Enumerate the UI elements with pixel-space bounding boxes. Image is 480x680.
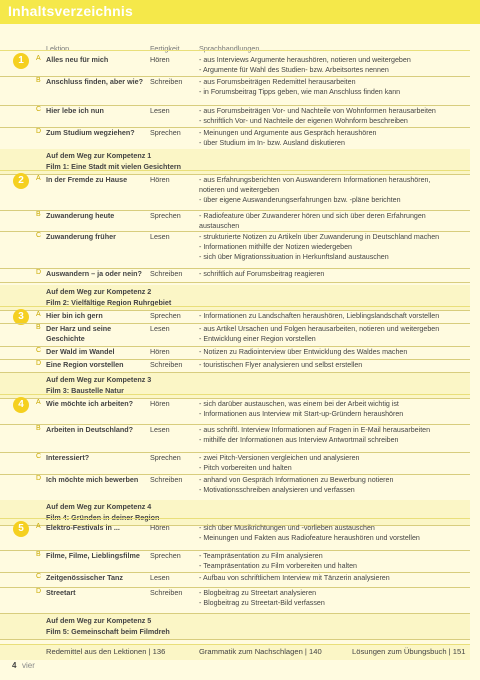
lesson-sprachhandlungen [199, 211, 469, 231]
lesson-title: Zuwanderung früher [46, 232, 116, 241]
sprachhandlung-line: - aus Forumsbeiträgen Vor- und Nachteile von Wohnformen herausarbeiten [199, 107, 436, 115]
lesson-row[interactable] [0, 231, 470, 269]
lesson-sprachhandlungen [199, 77, 469, 97]
sprachhandlung-line: - Informationen aus Interview mit Start-up-Gründern heraushören [199, 410, 404, 418]
lesson-skill: Hören [150, 55, 170, 64]
lesson-letter: A [36, 311, 41, 318]
lesson-row[interactable] [0, 550, 470, 573]
sprachhandlung-line: - Radiofeature über Zuwanderer hören und sich über deren Erfahrungen [199, 212, 426, 220]
sprachhandlung-line: - Teampräsentation zu Film analysieren [199, 552, 323, 560]
sprachhandlung-line: - mithilfe der Informationen aus Interview Antwortmail schreiben [199, 436, 399, 444]
lesson-row[interactable] [0, 424, 470, 453]
unit-number-badge: 2 [13, 173, 29, 189]
film-title: Film 5: Gemeinschaft beim Filmdreh [46, 627, 170, 636]
lesson-letter: C [36, 347, 42, 354]
sprachhandlung-line: - strukturierte Notizen zu Artikeln über Zuwanderung in Deutschland machen [199, 233, 440, 241]
lesson-sprachhandlungen [199, 573, 469, 583]
sprachhandlung-line: - aus Interviews Argumente heraushören, notieren und weitergeben [199, 56, 411, 64]
column-header-sprachhandlungen: Sprachhandlungen [199, 44, 260, 53]
lesson-row[interactable] [0, 359, 470, 373]
sprachhandlung-line: - anhand von Gespräch Informationen zu Bewerbung notieren [199, 476, 394, 484]
lesson-title: Eine Region vorstellen [46, 360, 124, 369]
lesson-sprachhandlungen [199, 232, 469, 262]
sprachhandlung-line: - Argumente für Wahl des Studien- bzw. Arbeitsortes nennen [199, 66, 389, 74]
sprachhandlung-line: - Teampräsentation zu Film vorbereiten und halten [199, 562, 357, 570]
lesson-skill: Sprechen [150, 211, 181, 220]
lesson-skill: Lesen [150, 106, 170, 115]
lesson-sprachhandlungen [199, 347, 469, 357]
lesson-skill: Hören [150, 175, 170, 184]
lesson-letter: D [36, 588, 42, 595]
lesson-row[interactable] [0, 76, 470, 106]
sprachhandlung-line: - Meinungen und Fakten aus Radiofeature heraushören und vorstellen [199, 534, 420, 542]
sprachhandlung-line: - aus Forumsbeiträgen Redemittel herausarbeiten [199, 78, 356, 86]
kompetenz-title: Auf dem Weg zur Kompetenz 1 [46, 151, 152, 160]
lesson-sprachhandlungen [199, 324, 469, 344]
lesson-letter: D [36, 128, 42, 135]
lesson-skill: Sprechen [150, 453, 181, 462]
film-title: Film 4: Gründen in deiner Region [46, 513, 160, 522]
sprachhandlung-line: - Entwicklung einer Region vorstellen [199, 335, 316, 343]
kompetenz-title: Auf dem Weg zur Kompetenz 4 [46, 502, 152, 511]
lesson-sprachhandlungen [199, 311, 469, 321]
lesson-title: Arbeiten in Deutschland? [46, 425, 134, 434]
lesson-row[interactable] [0, 587, 470, 614]
kompetenz-title: Auf dem Weg zur Kompetenz 3 [46, 375, 152, 384]
lesson-letter: B [36, 324, 41, 331]
lesson-title: Zuwanderung heute [46, 211, 115, 220]
appendix-grammatik[interactable]: Grammatik zum Nachschlagen | 140 [199, 647, 322, 656]
lesson-sprachhandlungen [199, 453, 469, 473]
lesson-sprachhandlungen [199, 269, 469, 279]
lesson-skill: Lesen [150, 573, 170, 582]
lesson-row[interactable] [0, 346, 470, 360]
sprachhandlung-line: - Informationen mithilfe der Notizen wiedergeben [199, 243, 352, 251]
sprachhandlung-line: notieren und weitergeben [199, 186, 280, 194]
appendix-redemittel[interactable]: Redemittel aus den Lektionen | 136 [46, 647, 166, 656]
lesson-sprachhandlungen [199, 425, 469, 445]
lesson-letter: B [36, 551, 41, 558]
sprachhandlung-line: - Blogbeitrag zu Streetart analysieren [199, 589, 317, 597]
kompetenz-block[interactable] [0, 614, 470, 640]
film-title: Film 2: Vielfältige Region Ruhrgebiet [46, 298, 172, 307]
lesson-row[interactable] [0, 398, 470, 425]
lesson-title: Zeitgenössischer Tanz [46, 573, 123, 582]
lesson-sprachhandlungen [199, 106, 469, 126]
kompetenz-title: Auf dem Weg zur Kompetenz 5 [46, 616, 152, 625]
sprachhandlung-line: - schriftlich auf Forumsbeitrag reagieren [199, 270, 325, 278]
appendix-loesungen[interactable]: Lösungen zum Übungsbuch | 151 [352, 647, 466, 656]
sprachhandlung-line: - sich über Musikrichtungen und -vorlieben austauschen [199, 524, 375, 532]
lesson-skill: Sprechen [150, 311, 181, 320]
sprachhandlung-line: - sich darüber austauschen, was einem bei der Arbeit wichtig ist [199, 400, 399, 408]
sprachhandlung-line: - Motivationsschreiben analysieren und verfassen [199, 486, 355, 494]
sprachhandlung-line: - aus schriftl. Interview Informationen auf Fragen in E-Mail herausarbeiten [199, 426, 431, 434]
lesson-letter: C [36, 573, 42, 580]
lesson-letter: B [36, 211, 41, 218]
lesson-skill: Hören [150, 399, 170, 408]
lesson-letter: A [36, 175, 41, 182]
lesson-row[interactable] [0, 572, 470, 588]
lesson-row[interactable] [0, 452, 470, 475]
unit-number-badge: 4 [13, 397, 29, 413]
page-number-word: vier [22, 661, 35, 670]
lesson-letter: D [36, 475, 42, 482]
lesson-title: Zum Studium wegziehen? [46, 128, 135, 137]
sprachhandlung-line: - sich über Migrationssituation in Herkunftsland austauschen [199, 253, 389, 261]
page-number: 4 [12, 661, 17, 670]
lesson-row[interactable] [0, 105, 470, 128]
lesson-title: In der Fremde zu Hause [46, 175, 128, 184]
lesson-row[interactable] [0, 323, 470, 347]
appendix-bar [0, 644, 470, 660]
sprachhandlung-line: - schriftlich Vor- und Nachteile der eigenen Wohnform beschreiben [199, 117, 408, 125]
lesson-letter: C [36, 453, 42, 460]
lesson-sprachhandlungen [199, 360, 469, 370]
lesson-title: Der Harz und seine Geschichte [46, 324, 112, 343]
lesson-title: Der Wald im Wandel [46, 347, 115, 356]
lesson-title: Elektro-Festivals in ... [46, 523, 120, 532]
film-title: Film 3: Baustelle Natur [46, 386, 124, 395]
sprachhandlung-line: - Meinungen und Argumente aus Gespräch heraushören [199, 129, 377, 137]
lesson-title: Anschluss finden, aber wie? [46, 77, 144, 86]
lesson-sprachhandlungen [199, 175, 469, 205]
lesson-sprachhandlungen [199, 128, 469, 148]
lesson-skill: Lesen [150, 232, 170, 241]
sprachhandlung-line: - Aufbau von schriftlichem Interview mit Tänzerin analysieren [199, 574, 390, 582]
lesson-title: Wie möchte ich arbeiten? [46, 399, 134, 408]
lesson-row[interactable] [0, 127, 470, 150]
sprachhandlung-line: - aus Artikel Ursachen und Folgen herausarbeiten, notieren und weitergeben [199, 325, 440, 333]
lesson-letter: D [36, 360, 42, 367]
lesson-title: Filme, Filme, Lieblingsfilme [46, 551, 140, 560]
lesson-title: Streetart [46, 588, 76, 597]
lesson-row[interactable] [0, 474, 470, 501]
lesson-letter: D [36, 269, 42, 276]
sprachhandlung-line: - touristischen Flyer analysieren und selbst erstellen [199, 361, 363, 369]
lesson-skill: Schreiben [150, 269, 183, 278]
sprachhandlung-line: - Blogbeitrag zu Streetart-Bild verfassen [199, 599, 325, 607]
lesson-row[interactable] [0, 174, 470, 211]
sprachhandlung-line: - über eigene Auswanderungserfahrungen bzw. -pläne berichten [199, 196, 401, 204]
lesson-sprachhandlungen [199, 399, 469, 419]
lesson-title: Interessiert? [46, 453, 90, 462]
lesson-skill: Lesen [150, 324, 170, 333]
lesson-skill: Schreiben [150, 588, 183, 597]
lesson-letter: A [36, 399, 41, 406]
lesson-letter: C [36, 232, 42, 239]
sprachhandlung-line: austauschen [199, 222, 240, 230]
lesson-sprachhandlungen [199, 523, 469, 543]
lesson-sprachhandlungen [199, 551, 469, 571]
lesson-title: Alles neu für mich [46, 55, 109, 64]
lesson-skill: Hören [150, 347, 170, 356]
sprachhandlung-line: - zwei Pitch-Versionen vergleichen und analysieren [199, 454, 360, 462]
lesson-row[interactable] [0, 310, 470, 324]
column-header-lektion: Lektion [46, 44, 70, 53]
lesson-title: Hier bin ich gern [46, 311, 103, 320]
unit-number-badge: 3 [13, 309, 29, 325]
lesson-letter: A [36, 55, 41, 62]
lesson-title: Ich möchte mich bewerben [46, 475, 139, 484]
lesson-skill: Sprechen [150, 551, 181, 560]
lesson-skill: Sprechen [150, 128, 181, 137]
sprachhandlung-line: - Pitch vorbereiten und halten [199, 464, 292, 472]
sprachhandlung-line: - über Studium im In- bzw. Ausland diskutieren [199, 139, 345, 147]
lesson-skill: Schreiben [150, 77, 183, 86]
lesson-row[interactable] [0, 522, 470, 551]
kompetenz-title: Auf dem Weg zur Kompetenz 2 [46, 287, 152, 296]
sprachhandlung-line: - Notizen zu Radiointerview über Entwicklung des Waldes machen [199, 348, 408, 356]
lesson-skill: Schreiben [150, 475, 183, 484]
title-bar [0, 0, 480, 24]
unit-number-badge: 5 [13, 521, 29, 537]
lesson-sprachhandlungen [199, 55, 469, 75]
column-header-fertigkeit: Fertigkeit [150, 44, 180, 53]
lesson-letter: B [36, 425, 41, 432]
sprachhandlung-line: - aus Erfahrungsberichten von Auswanderern Informationen heraushören, [199, 176, 431, 184]
lesson-skill: Lesen [150, 425, 170, 434]
lesson-title: Hier lebe ich nun [46, 106, 104, 115]
lesson-sprachhandlungen [199, 588, 469, 608]
lesson-skill: Hören [150, 523, 170, 532]
lesson-skill: Schreiben [150, 360, 183, 369]
sprachhandlung-line: - Informationen zu Landschaften heraushören, Lieblingslandschaft vorstellen [199, 312, 440, 320]
lesson-row[interactable] [0, 268, 470, 283]
lesson-title: Auswandern – ja oder nein? [46, 269, 142, 278]
sprachhandlung-line: - in Forumsbeitrag Tipps geben, wie man Anschluss finden kann [199, 88, 401, 96]
lesson-letter: B [36, 77, 41, 84]
lesson-letter: C [36, 106, 42, 113]
lesson-letter: A [36, 523, 41, 530]
lesson-row[interactable] [0, 54, 470, 77]
lesson-sprachhandlungen [199, 475, 469, 495]
film-title: Film 1: Eine Stadt mit vielen Gesichtern [46, 162, 182, 171]
lesson-row[interactable] [0, 210, 470, 232]
page-title: Inhaltsverzeichnis [8, 3, 133, 19]
unit-number-badge: 1 [13, 53, 29, 69]
